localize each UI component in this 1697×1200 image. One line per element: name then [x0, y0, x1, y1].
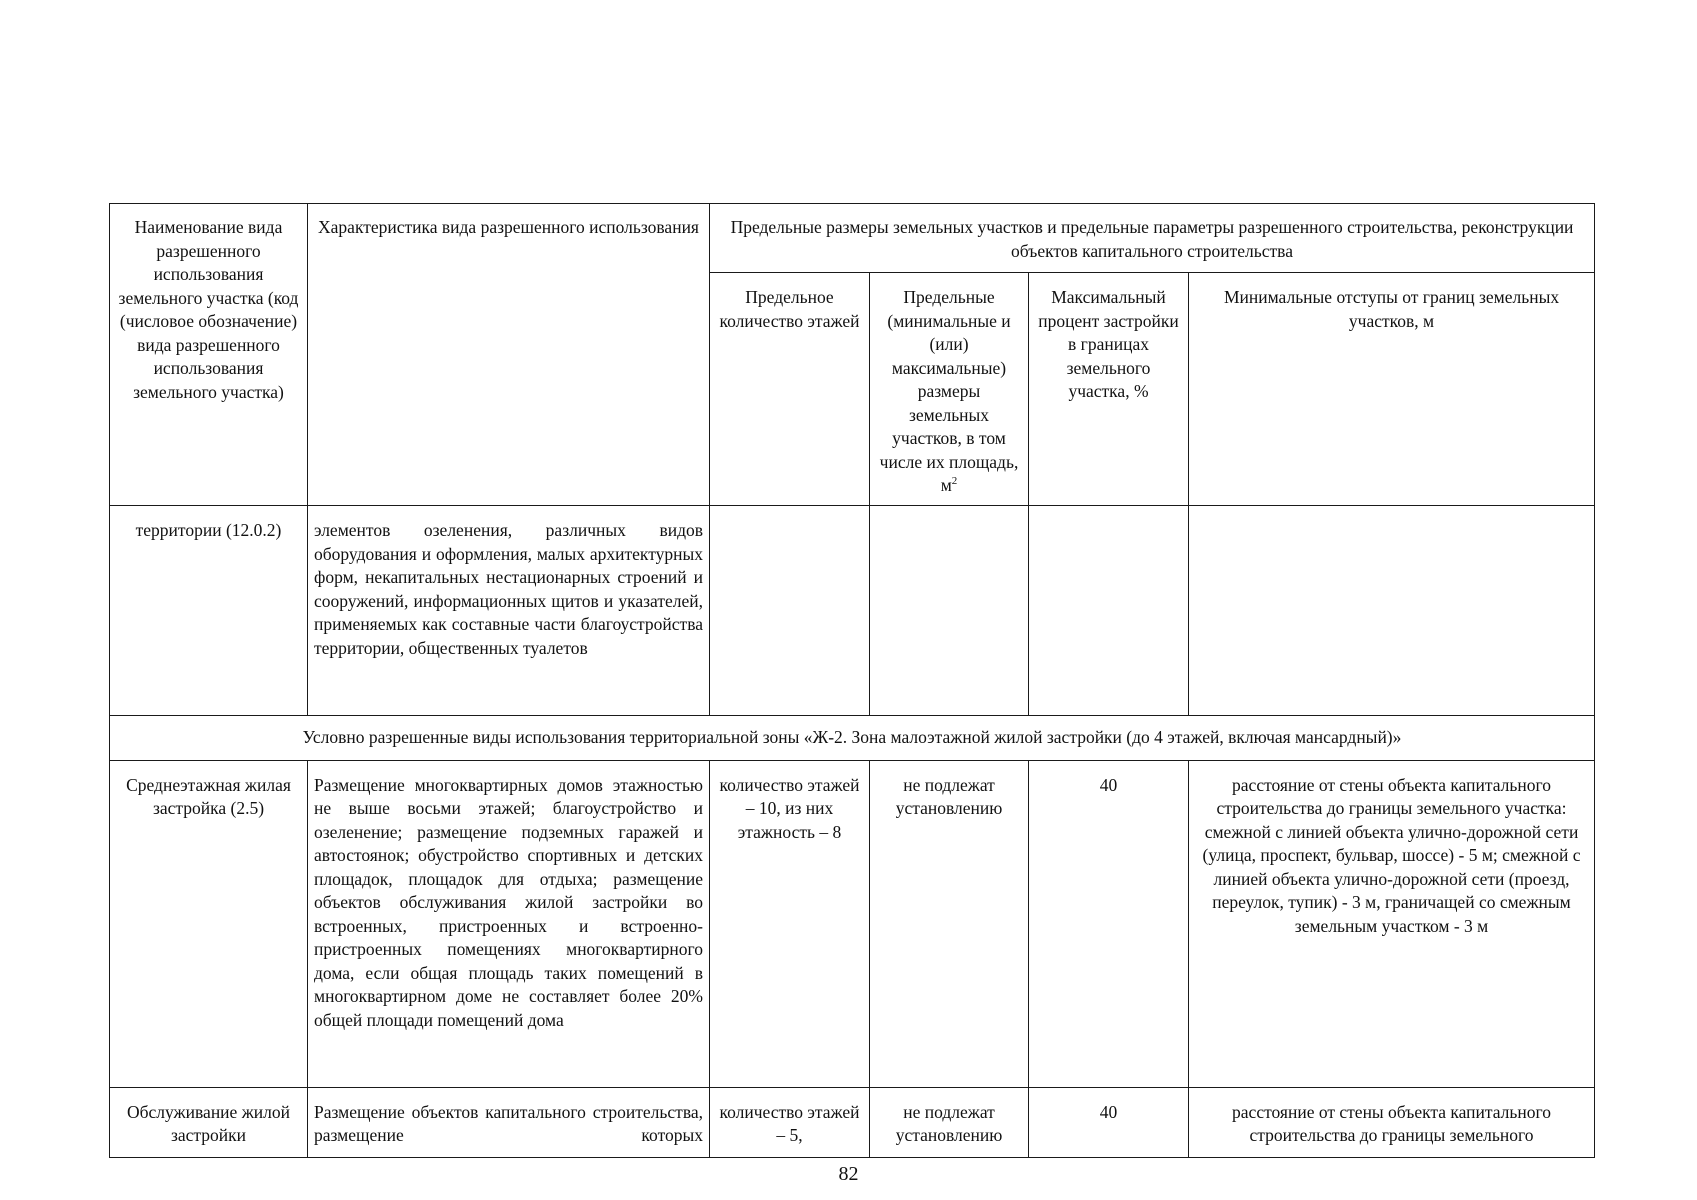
cell-floors [710, 506, 870, 716]
cell-name: территории (12.0.2) [110, 506, 308, 716]
cell-coverage: 40 [1029, 760, 1189, 1087]
cell-name: Среднеэтажная жилая застройка (2.5) [110, 760, 308, 1087]
table-row [110, 1087, 1595, 1157]
section-row [110, 716, 1595, 761]
cell-description: Размещение многоквартирных домов этажностью не выше восьми этажей; благоустройство и озеленение; размещение подземных гаражей и автостоянок; обустройство спортивных и детских площадок, площадок для отдыха; размещение объектов обслуживания жилой застройки во встроенных, пристроенных и встроенно-пристроенных помещениях многоквартирного дома, если общая площадь таких помещений в многоквартирном доме не составляет более 20% общей площади помещений дома [308, 760, 710, 1087]
land-use-table [109, 203, 1595, 1158]
header-setbacks: Минимальные отступы от границ земельных участков, м [1189, 273, 1595, 506]
cell-name: Обслуживание жилой застройки [110, 1087, 308, 1157]
cell-setbacks [1189, 506, 1595, 716]
header-floors: Предельное количество этажей [710, 273, 870, 506]
cell-coverage: 40 [1029, 1087, 1189, 1157]
cell-sizes: не подлежат установлению [870, 1087, 1029, 1157]
cell-sizes [870, 506, 1029, 716]
cell-setbacks: расстояние от стены объекта капитального строительства до границы земельного участка: смежной с линией объекта улично-дорожной сети (улица, проспект, бульвар, шоссе) - 5 м; смежной с линией объекта улично-дорожной сети (проезд, переулок, тупик) - 3 м, граничащей со смежным земельным участком - 3 м [1189, 760, 1595, 1087]
cell-floors: количество этажей – 5, [710, 1087, 870, 1157]
header-limits-group: Предельные размеры земельных участков и предельные параметры разрешенного строительства, реконструкции объектов капитального строительства [710, 204, 1595, 273]
header-land-use-description: Характеристика вида разрешенного использования [308, 204, 710, 506]
cell-coverage [1029, 506, 1189, 716]
table-row [110, 760, 1595, 1087]
table-row-continued [110, 506, 1595, 716]
cell-setbacks: расстояние от стены объекта капитального строительства до границы земельного [1189, 1087, 1595, 1157]
header-plot-sizes-text: Предельные (минимальные и (или) максимальные) размеры земельных участков, в том числе их площадь, м [879, 287, 1019, 495]
cell-description: элементов озеленения, различных видов оборудования и оформления, малых архитектурных форм, некапитальных нестационарных строений и сооружений, информационных щитов и указателей, применяемых как составные части благоустройства территории, общественных туалетов [308, 506, 710, 716]
header-plot-sizes [870, 273, 1029, 506]
page-number: 82 [838, 1163, 859, 1185]
cell-floors: количество этажей – 10, из них этажность – 8 [710, 760, 870, 1087]
header-plot-sizes-sup: 2 [951, 475, 958, 488]
cell-sizes: не подлежат установлению [870, 760, 1029, 1087]
section-title: Условно разрешенные виды использования территориальной зоны «Ж-2. Зона малоэтажной жилой застройки (до 4 этажей, включая мансардный)» [110, 716, 1595, 761]
header-coverage: Максимальный процент застройки в границах земельного участка, % [1029, 273, 1189, 506]
header-row-1 [110, 204, 1595, 273]
cell-description: Размещение объектов капитального строительства, размещение которых [308, 1087, 710, 1157]
header-land-use-name: Наименование вида разрешенного использования земельного участка (код (числовое обозначение) вида разрешенного использования земельного участка) [110, 204, 308, 506]
